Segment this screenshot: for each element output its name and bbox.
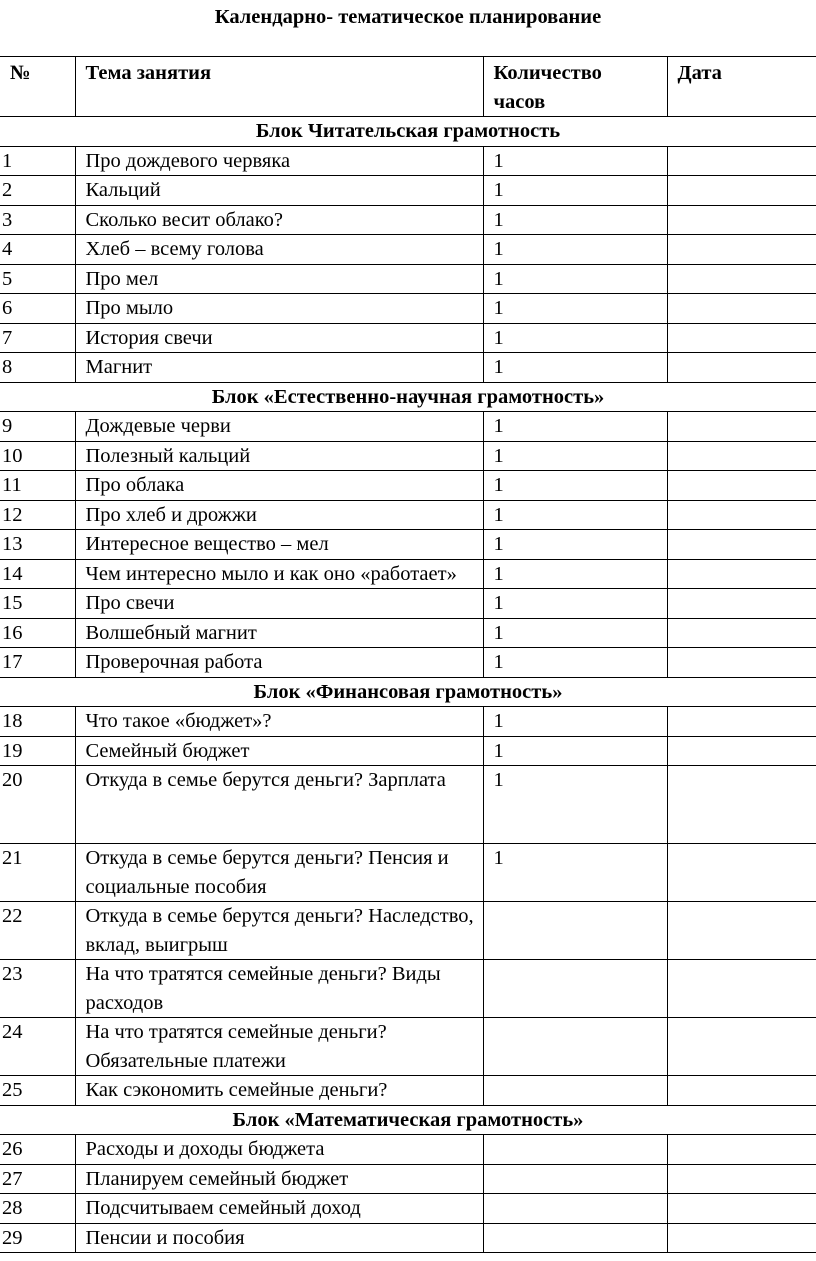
table-row xyxy=(0,1135,816,1165)
cell-hours: 1 xyxy=(483,176,667,206)
cell-num: 4 xyxy=(0,235,75,265)
cell-topic: Хлеб – всему голова xyxy=(75,235,483,265)
cell-date xyxy=(667,844,816,902)
cell-topic: Про свечи xyxy=(75,589,483,619)
cell-hours: 1 xyxy=(483,736,667,766)
cell-topic: Дождевые черви xyxy=(75,412,483,442)
cell-num: 22 xyxy=(0,902,75,960)
cell-topic: Про дождевого червяка xyxy=(75,146,483,176)
section-title: Блок «Естественно-научная грамотность» xyxy=(0,382,816,412)
cell-date xyxy=(667,1223,816,1253)
header-topic: Тема занятия xyxy=(75,57,483,117)
table-row xyxy=(0,618,816,648)
cell-topic: Магнит xyxy=(75,353,483,383)
table-row xyxy=(0,1194,816,1224)
cell-date xyxy=(667,1194,816,1224)
cell-date xyxy=(667,441,816,471)
table-row xyxy=(0,1223,816,1253)
cell-date xyxy=(667,766,816,844)
cell-topic: Подсчитываем семейный доход xyxy=(75,1194,483,1224)
cell-hours xyxy=(483,1076,667,1106)
cell-date xyxy=(667,471,816,501)
cell-hours xyxy=(483,1223,667,1253)
cell-num: 12 xyxy=(0,500,75,530)
cell-date xyxy=(667,146,816,176)
table-row xyxy=(0,1018,816,1076)
cell-date xyxy=(667,707,816,737)
cell-hours xyxy=(483,1164,667,1194)
cell-date xyxy=(667,902,816,960)
cell-date xyxy=(667,176,816,206)
header-date: Дата xyxy=(667,57,816,117)
cell-hours xyxy=(483,1194,667,1224)
cell-num: 24 xyxy=(0,1018,75,1076)
cell-num: 1 xyxy=(0,146,75,176)
cell-topic: Полезный кальций xyxy=(75,441,483,471)
table-row xyxy=(0,471,816,501)
cell-topic: Волшебный магнит xyxy=(75,618,483,648)
cell-num: 7 xyxy=(0,323,75,353)
cell-topic: Что такое «бюджет»? xyxy=(75,707,483,737)
page-title: Календарно- тематическое планирование xyxy=(214,6,602,28)
cell-hours: 1 xyxy=(483,648,667,678)
cell-num: 26 xyxy=(0,1135,75,1165)
header-hours: Количество часов xyxy=(483,57,667,117)
cell-date xyxy=(667,736,816,766)
cell-date xyxy=(667,1135,816,1165)
cell-num: 18 xyxy=(0,707,75,737)
cell-num: 25 xyxy=(0,1076,75,1106)
cell-hours: 1 xyxy=(483,707,667,737)
table-row xyxy=(0,960,816,1018)
cell-topic: На что тратятся семейные деньги? Обязательные платежи xyxy=(75,1018,483,1076)
cell-date xyxy=(667,960,816,1018)
cell-num: 17 xyxy=(0,648,75,678)
table-row xyxy=(0,235,816,265)
cell-topic: Про облака xyxy=(75,471,483,501)
section-title: Блок «Финансовая грамотность» xyxy=(0,677,816,707)
table-row xyxy=(0,736,816,766)
cell-date xyxy=(667,294,816,324)
cell-num: 6 xyxy=(0,294,75,324)
cell-topic: Как сэкономить семейные деньги? xyxy=(75,1076,483,1106)
cell-hours: 1 xyxy=(483,471,667,501)
table-row xyxy=(0,205,816,235)
cell-num: 29 xyxy=(0,1223,75,1253)
cell-topic: Семейный бюджет xyxy=(75,736,483,766)
cell-date xyxy=(667,353,816,383)
cell-num: 5 xyxy=(0,264,75,294)
cell-hours xyxy=(483,1018,667,1076)
cell-topic: Откуда в семье берутся деньги? Пенсия и социальные пособия xyxy=(75,844,483,902)
table-row xyxy=(0,323,816,353)
cell-topic: Про хлеб и дрожжи xyxy=(75,500,483,530)
cell-topic: Пенсии и пособия xyxy=(75,1223,483,1253)
cell-date xyxy=(667,264,816,294)
table-row xyxy=(0,766,816,844)
cell-topic: На что тратятся семейные деньги? Виды расходов xyxy=(75,960,483,1018)
table-row xyxy=(0,707,816,737)
cell-num: 13 xyxy=(0,530,75,560)
cell-date xyxy=(667,500,816,530)
section-row xyxy=(0,677,816,707)
cell-topic: Сколько весит облако? xyxy=(75,205,483,235)
cell-num: 27 xyxy=(0,1164,75,1194)
cell-num: 9 xyxy=(0,412,75,442)
cell-date xyxy=(667,559,816,589)
section-row xyxy=(0,382,816,412)
cell-topic: Планируем семейный бюджет xyxy=(75,1164,483,1194)
section-row xyxy=(0,117,816,147)
table-row xyxy=(0,1164,816,1194)
table-row xyxy=(0,844,816,902)
cell-num: 15 xyxy=(0,589,75,619)
planning-table xyxy=(0,56,816,1253)
cell-topic: Чем интересно мыло и как оно «работает» xyxy=(75,559,483,589)
cell-hours: 1 xyxy=(483,500,667,530)
cell-num: 2 xyxy=(0,176,75,206)
cell-hours: 1 xyxy=(483,412,667,442)
table-row xyxy=(0,1076,816,1106)
cell-num: 20 xyxy=(0,766,75,844)
cell-date xyxy=(667,412,816,442)
section-title: Блок «Математическая грамотность» xyxy=(0,1105,816,1135)
cell-hours: 1 xyxy=(483,441,667,471)
cell-num: 19 xyxy=(0,736,75,766)
cell-num: 21 xyxy=(0,844,75,902)
cell-topic: Кальций xyxy=(75,176,483,206)
cell-topic: Про мел xyxy=(75,264,483,294)
cell-hours: 1 xyxy=(483,264,667,294)
table-row xyxy=(0,146,816,176)
cell-hours xyxy=(483,1135,667,1165)
cell-hours: 1 xyxy=(483,844,667,902)
cell-date xyxy=(667,205,816,235)
cell-date xyxy=(667,618,816,648)
cell-num: 23 xyxy=(0,960,75,1018)
table-row xyxy=(0,559,816,589)
cell-hours: 1 xyxy=(483,589,667,619)
table-row xyxy=(0,264,816,294)
cell-hours: 1 xyxy=(483,294,667,324)
cell-num: 16 xyxy=(0,618,75,648)
table-row xyxy=(0,902,816,960)
cell-topic: Проверочная работа xyxy=(75,648,483,678)
section-row xyxy=(0,1105,816,1135)
table-body xyxy=(0,117,816,1253)
cell-hours: 1 xyxy=(483,559,667,589)
section-title: Блок Читательская грамотность xyxy=(0,117,816,147)
table-row xyxy=(0,353,816,383)
table-header-row xyxy=(0,57,816,117)
cell-num: 10 xyxy=(0,441,75,471)
cell-topic: Откуда в семье берутся деньги? Зарплата xyxy=(75,766,483,844)
cell-hours: 1 xyxy=(483,618,667,648)
cell-hours: 1 xyxy=(483,205,667,235)
table-row xyxy=(0,530,816,560)
table-row xyxy=(0,648,816,678)
cell-date xyxy=(667,1076,816,1106)
cell-topic: Расходы и доходы бюджета xyxy=(75,1135,483,1165)
cell-date xyxy=(667,530,816,560)
cell-hours: 1 xyxy=(483,146,667,176)
cell-date xyxy=(667,589,816,619)
table-row xyxy=(0,176,816,206)
cell-topic: Откуда в семье берутся деньги? Наследство, вклад, выигрыш xyxy=(75,902,483,960)
table-row xyxy=(0,441,816,471)
cell-topic: История свечи xyxy=(75,323,483,353)
cell-hours: 1 xyxy=(483,766,667,844)
cell-num: 8 xyxy=(0,353,75,383)
cell-topic: Про мыло xyxy=(75,294,483,324)
table-row xyxy=(0,294,816,324)
table-row xyxy=(0,589,816,619)
table-row xyxy=(0,500,816,530)
cell-date xyxy=(667,323,816,353)
cell-hours: 1 xyxy=(483,353,667,383)
header-num: № xyxy=(0,57,75,117)
cell-date xyxy=(667,1018,816,1076)
cell-hours xyxy=(483,960,667,1018)
cell-num: 28 xyxy=(0,1194,75,1224)
cell-hours xyxy=(483,902,667,960)
cell-hours: 1 xyxy=(483,530,667,560)
cell-date xyxy=(667,235,816,265)
cell-num: 11 xyxy=(0,471,75,501)
table-row xyxy=(0,412,816,442)
cell-hours: 1 xyxy=(483,235,667,265)
cell-date xyxy=(667,648,816,678)
cell-num: 3 xyxy=(0,205,75,235)
cell-hours: 1 xyxy=(483,323,667,353)
cell-topic: Интересное вещество – мел xyxy=(75,530,483,560)
cell-date xyxy=(667,1164,816,1194)
cell-num: 14 xyxy=(0,559,75,589)
